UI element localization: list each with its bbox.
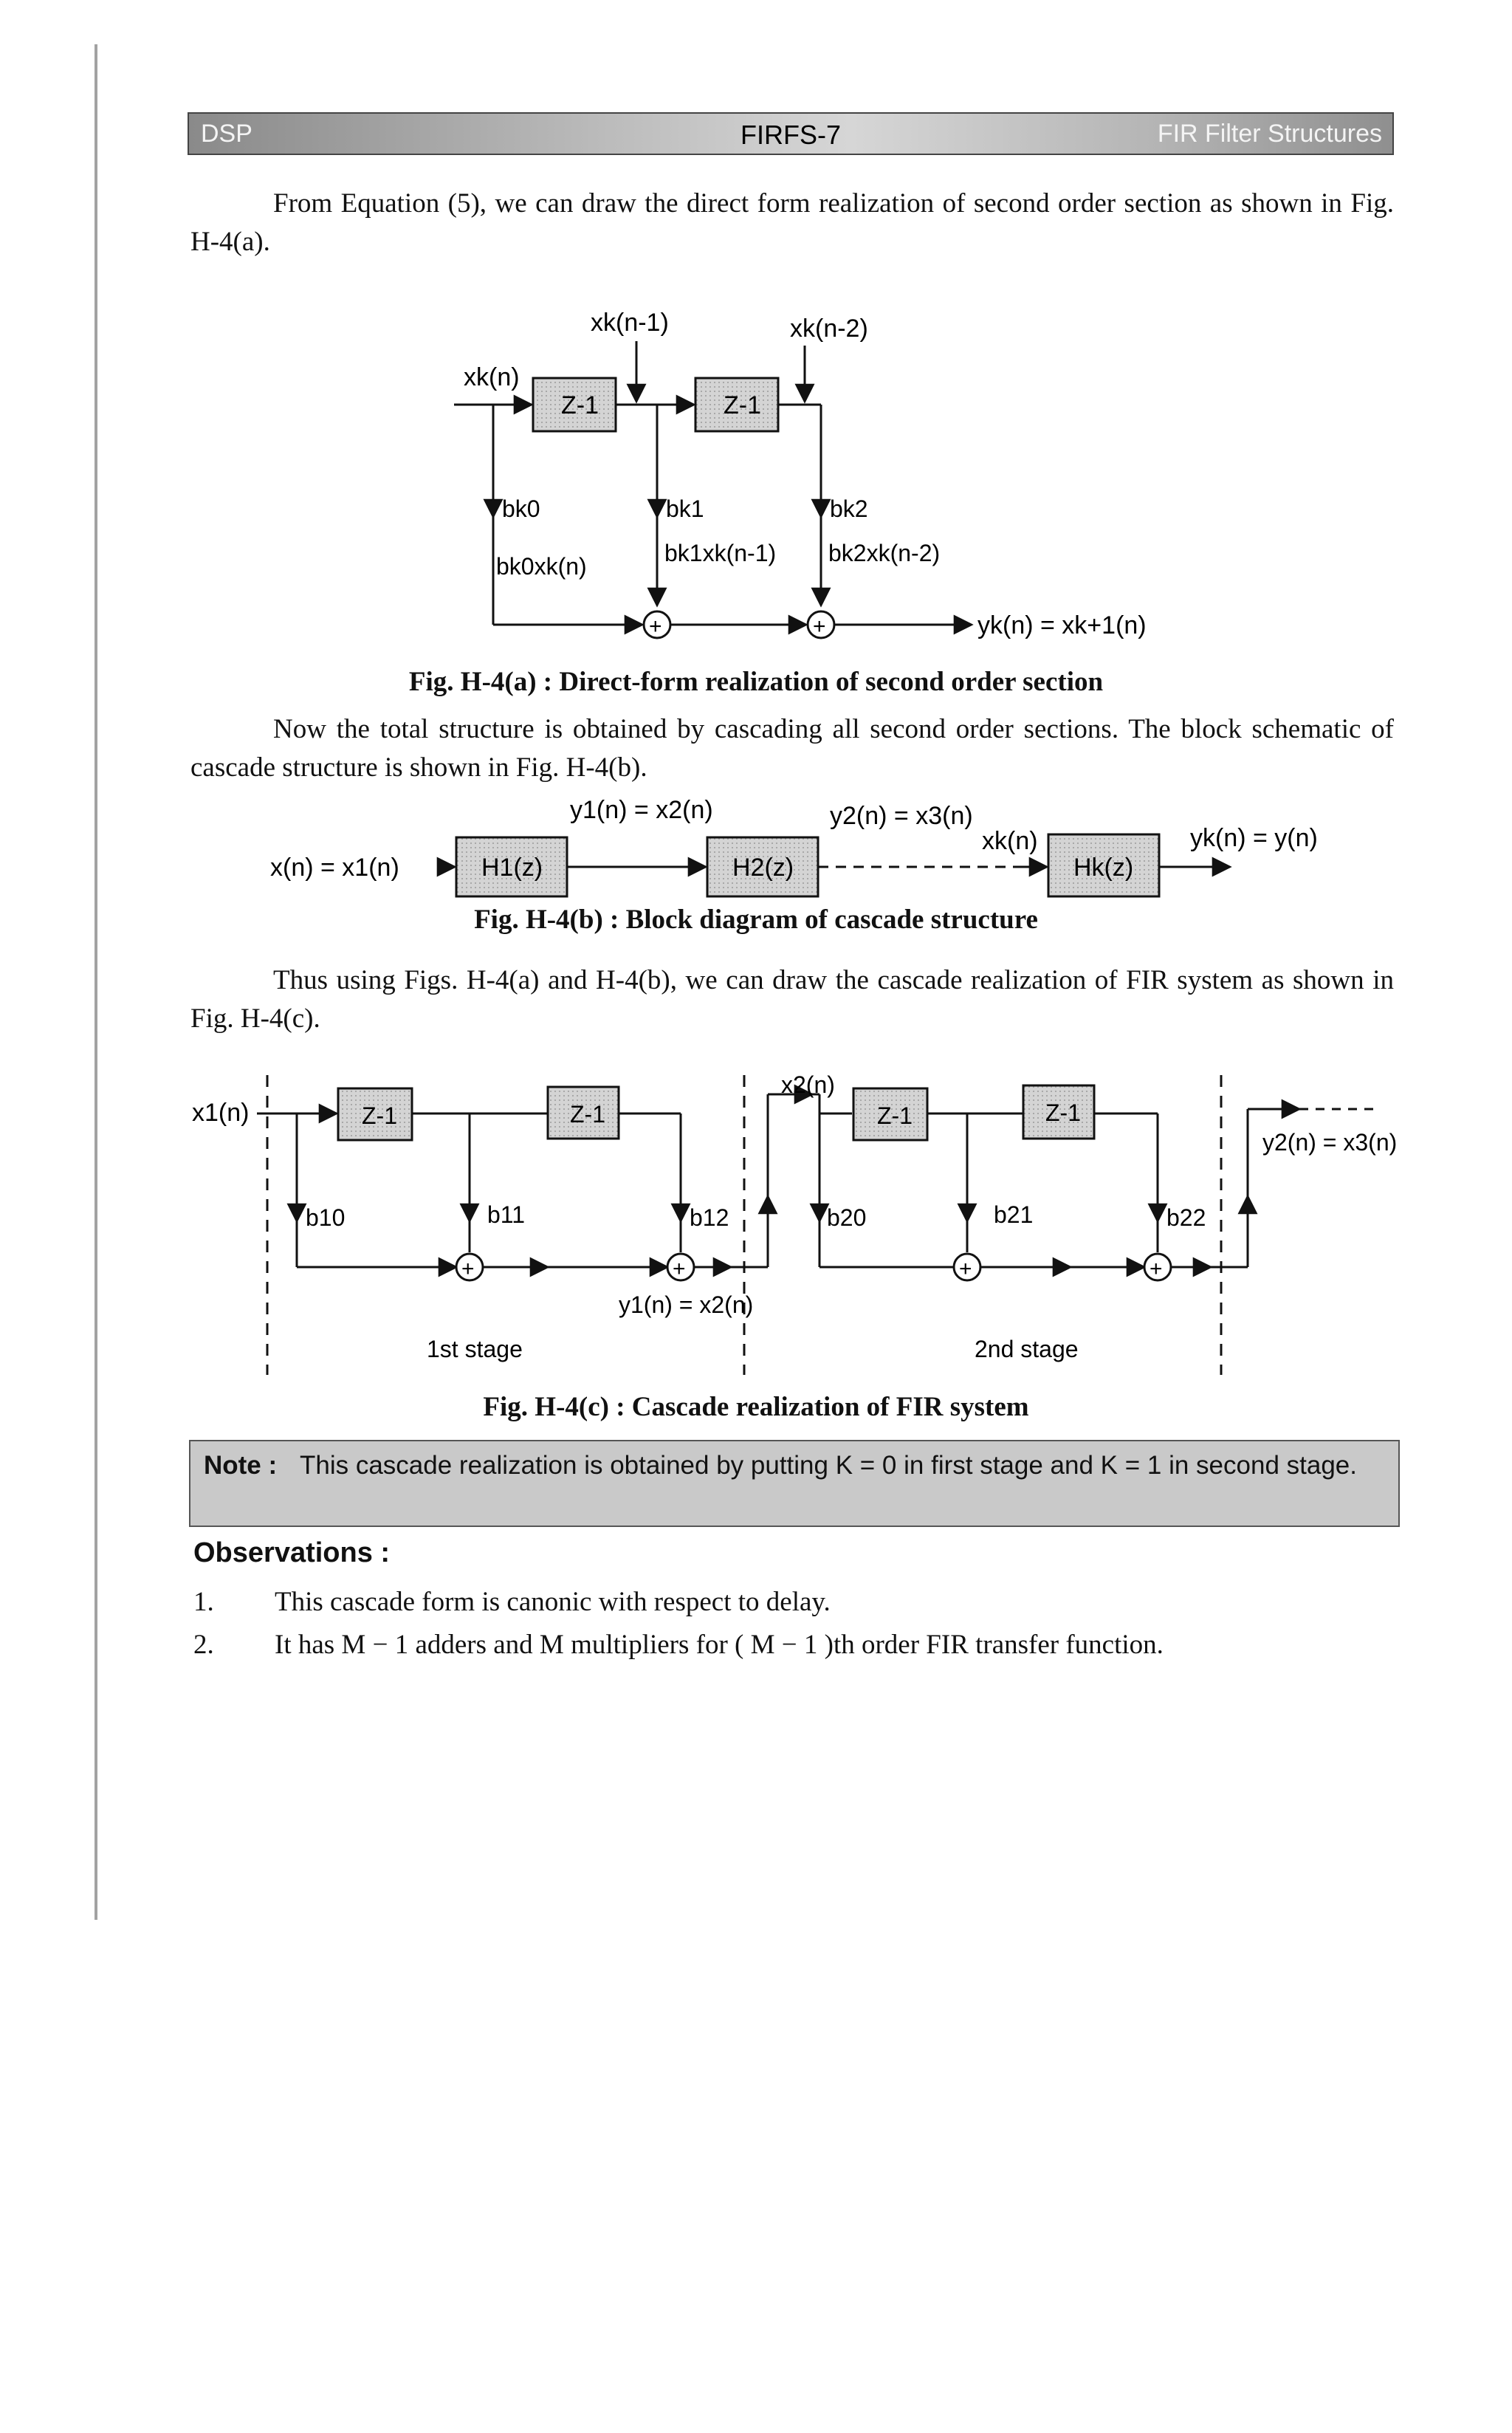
fig-c-b21: b21 (994, 1201, 1034, 1228)
fig-c-y2-x3-label: y2(n) = x3(n) (1262, 1129, 1398, 1156)
paragraph-cascade: Now the total structure is obtained by cascading all second order sections. The block schematic of cascade structure is shown in Fig. H-4(b). (190, 714, 1394, 783)
fig-b-xk-label: xk(n) (982, 827, 1038, 855)
fig-a-tap1-label: xk(n-1) (591, 309, 669, 337)
note-label: Note : (204, 1451, 278, 1480)
fig-c-stage2-label: 2nd stage (975, 1336, 1079, 1362)
fig-a-adder-1-sign: + (649, 614, 662, 639)
note-text: This cascade realization is obtained by putting K = 0 in first stage and K = 1 in second stage. (300, 1451, 1357, 1480)
fig-c-b20: b20 (827, 1204, 867, 1231)
fig-a-coef0: bk0 (502, 495, 540, 522)
fig-b-hk-label: Hk(z) (1073, 854, 1134, 882)
fig-b-yk-label: yk(n) = y(n) (1190, 824, 1318, 852)
fig-c-s1-delay-1-label: Z-1 (362, 1102, 397, 1129)
fig-c-s2-adder-1-sign: + (959, 1257, 972, 1281)
fig-a-prod2: bk2xk(n-2) (828, 540, 941, 566)
fig-c-s1-delay-2-label: Z-1 (570, 1101, 605, 1128)
fig-a-delay-2-label: Z-1 (724, 391, 761, 419)
fig-c-input-label: x1(n) (192, 1099, 250, 1127)
observation-text: This cascade form is canonic with respect to delay. (275, 1587, 831, 1617)
fig-c-s2-delay-1-label: Z-1 (877, 1102, 913, 1129)
fig-c-s2-delay-2-label: Z-1 (1045, 1099, 1081, 1126)
fig-a-tap2-label: xk(n-2) (790, 315, 868, 343)
header-chapter-title: FIR Filter Structures (1157, 120, 1382, 148)
fig-a-prod0: bk0xk(n) (496, 553, 587, 580)
fig-a-prod1: bk1xk(n-1) (664, 540, 777, 566)
fig-a-coef1: bk1 (666, 495, 704, 522)
fig-a-coef2: bk2 (830, 495, 868, 522)
paragraph-intro: From Equation (5), we can draw the direct form realization of second order section as shown in Fig. H-4(a). (190, 188, 1394, 257)
fig-b-y1-label: y1(n) = x2(n) (570, 796, 713, 824)
header-left-text: DSP (201, 120, 252, 148)
fig-b-h2-label: H2(z) (732, 854, 794, 882)
observations-heading: Observations : (193, 1537, 391, 1568)
fig-c-b12: b12 (690, 1204, 729, 1231)
observation-item (193, 1586, 831, 1618)
fig-b-y2-label: y2(n) = x3(n) (830, 802, 973, 830)
fig-b-caption: Fig. H-4(b) : Block diagram of cascade structure (474, 905, 1038, 935)
fig-b-input-label: x(n) = x1(n) (270, 854, 399, 882)
fig-c-s2-adder-2-sign: + (1150, 1257, 1163, 1281)
note-box (189, 1440, 1400, 1527)
fig-c-b11: b11 (487, 1201, 526, 1228)
fig-c-s1-adder-2-sign: + (673, 1257, 686, 1281)
fig-c-stage1-label: 1st stage (427, 1336, 523, 1362)
paragraph-thus: Thus using Figs. H-4(a) and H-4(b), we can draw the cascade realization of FIR system as shown in Fig. H-4(c). (190, 965, 1394, 1034)
fig-a-adder-2-sign: + (813, 614, 826, 639)
fig-a-caption: Fig. H-4(a) : Direct-form realization of second order section (408, 667, 1104, 697)
fig-c-x2-top-label: x2(n) (781, 1071, 835, 1098)
observation-number: 2. (193, 1630, 214, 1660)
fig-a-delay-1-label: Z-1 (561, 391, 599, 419)
fig-c-y1-x2-label: y1(n) = x2(n) (619, 1291, 754, 1318)
fig-a-input-label: xk(n) (464, 363, 520, 391)
fig-c-b10: b10 (306, 1204, 346, 1231)
observation-number: 1. (193, 1587, 214, 1617)
fig-b-h1-label: H1(z) (481, 854, 543, 882)
header-page-number: FIRFS-7 (740, 120, 841, 150)
fig-c-b22: b22 (1166, 1204, 1206, 1231)
fig-c-caption: Fig. H-4(c) : Cascade realization of FIR system (483, 1392, 1029, 1422)
observation-text: It has M − 1 adders and M multipliers for ( M − 1 )th order FIR transfer function. (275, 1630, 1164, 1660)
observation-item (193, 1629, 1164, 1661)
fig-a-output-label: yk(n) = xk+1(n) (977, 611, 1147, 639)
fig-c-s1-adder-1-sign: + (461, 1257, 475, 1281)
